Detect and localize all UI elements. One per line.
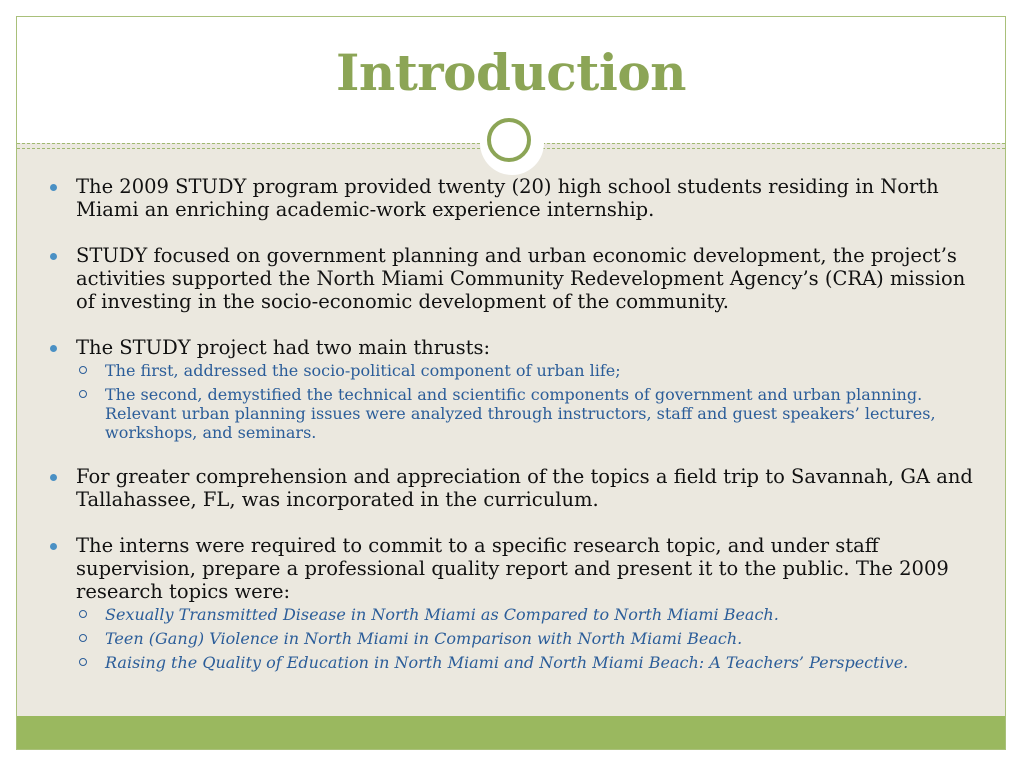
bullet-item bbox=[47, 534, 987, 672]
bullet-dot-icon bbox=[50, 345, 57, 352]
bullet-item bbox=[47, 336, 987, 442]
bullet-dot-icon bbox=[50, 184, 57, 191]
sub-bullet-item bbox=[76, 605, 987, 624]
bullet-text: STUDY focused on government planning and urban economic development, the project’s activities supported the North Miami Community Redevelopment Agency’s (CRA) mission of investing in the socio-economic development of the community. bbox=[76, 244, 966, 313]
sub-bullet-list bbox=[76, 605, 987, 672]
bullet-text: The interns were required to commit to a specific research topic, and under staff supervision, prepare a professional quality report and present it to the public. The 2009 research topics were: bbox=[76, 534, 949, 603]
bullet-dot-icon bbox=[50, 543, 57, 550]
sub-bullet-list bbox=[76, 361, 987, 442]
sub-bullet-text: Sexually Transmitted Disease in North Miami as Compared to North Miami Beach. bbox=[105, 605, 779, 624]
slide-frame bbox=[16, 16, 1006, 750]
hollow-circle-icon bbox=[79, 634, 87, 642]
sub-bullet-item bbox=[76, 361, 987, 380]
sub-bullet-item bbox=[76, 385, 987, 442]
divider-circle-ornament bbox=[487, 118, 531, 162]
sub-bullet-text: The first, addressed the socio-political component of urban life; bbox=[105, 361, 621, 380]
bullet-text: For greater comprehension and appreciation of the topics a field trip to Savannah, GA and Tallahassee, FL, was incorporated in the curriculum. bbox=[76, 465, 973, 511]
bullet-text: The 2009 STUDY program provided twenty (20) high school students residing in North Miami an enriching academic-work experience internship. bbox=[76, 175, 939, 221]
sub-bullet-text: The second, demystified the technical and scientific components of government and urban planning. Relevant urban planning issues were analyzed through instructors, staff and guest speakers’ lectures, workshops, and seminars. bbox=[105, 385, 936, 442]
hollow-circle-icon bbox=[79, 390, 87, 398]
hollow-circle-icon bbox=[79, 366, 87, 374]
sub-bullet-item bbox=[76, 653, 987, 672]
bullet-text: The STUDY project had two main thrusts: bbox=[76, 336, 491, 359]
sub-bullet-text: Raising the Quality of Education in North Miami and North Miami Beach: A Teachers’ Perspective. bbox=[105, 653, 909, 672]
slide-title: Introduction bbox=[335, 43, 687, 102]
hollow-circle-icon bbox=[79, 610, 87, 618]
slide-content bbox=[47, 175, 987, 695]
hollow-circle-icon bbox=[79, 658, 87, 666]
sub-bullet-item bbox=[76, 629, 987, 648]
bullet-dot-icon bbox=[50, 253, 57, 260]
bullet-dot-icon bbox=[50, 474, 57, 481]
bullet-item bbox=[47, 175, 987, 221]
bullet-item bbox=[47, 244, 987, 313]
bullet-item bbox=[47, 465, 987, 511]
footer-accent-bar bbox=[17, 716, 1005, 749]
sub-bullet-text: Teen (Gang) Violence in North Miami in Comparison with North Miami Beach. bbox=[105, 629, 743, 648]
bullet-list bbox=[47, 175, 987, 672]
